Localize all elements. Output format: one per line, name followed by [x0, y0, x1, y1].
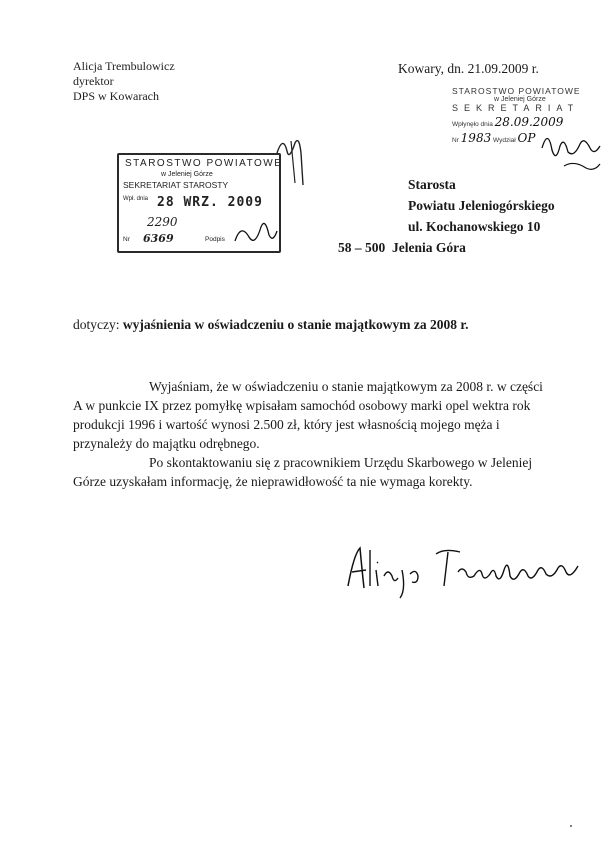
page-mark [570, 825, 572, 827]
subject-label: dotyczy: [73, 317, 120, 332]
registry-nr-value: 1983 [460, 131, 492, 145]
receipt-stamp-podpis-label: Podpis [205, 236, 225, 243]
addressee-postcode: 58 – 500 [338, 240, 386, 255]
receipt-stamp [117, 153, 281, 253]
addressee-city: Jelenia Góra [392, 240, 466, 255]
receipt-stamp-date: 28 WRZ. 2009 [157, 195, 263, 210]
receipt-stamp-dept: SEKRETARIAT STAROSTY [123, 180, 229, 190]
addressee-title: Starosta [408, 177, 456, 192]
sender-name: Alicja Trembulowicz [73, 59, 175, 73]
addressee-city-line [338, 237, 555, 258]
receipt-stamp-office: STAROSTWO POWIATOWE [125, 158, 283, 169]
letter-body [73, 377, 543, 491]
registry-dept-value: OP [517, 131, 536, 145]
registry-stamp-city: w Jeleniej Górze [494, 96, 546, 103]
receipt-stamp-nr-value: 6369 [143, 232, 174, 245]
receipt-stamp-city: w Jeleniej Górze [161, 171, 213, 178]
registry-dept-label: Wydział [493, 137, 516, 144]
registry-received-label: Wpłynęło dnia [452, 121, 493, 128]
addressee-block [338, 174, 555, 258]
receipt-stamp-signature [231, 213, 279, 249]
subject-text: wyjaśnienia w oświadczeniu o stanie majątkowym za 2008 r. [122, 317, 469, 332]
receipt-stamp-wpl-label: Wpł. dnia [123, 196, 149, 202]
addressee-street: ul. Kochanowskiego 10 [408, 219, 541, 234]
registry-stamp-dept: SEKRETARIAT [452, 103, 580, 113]
body-paragraph-2: Po skontaktowaniu się z pracownikiem Urzędu Skarbowego w Jeleniej Górze uzyskałam informację, że nieprawidłowość ta nie wymaga korekty. [73, 455, 533, 489]
sender-role: dyrektor [73, 74, 114, 88]
registry-received-value: 28.09.2009 [494, 115, 564, 129]
receipt-stamp-nr-label: Nr [123, 236, 130, 243]
body-paragraph-1: Wyjaśniam, że w oświadczeniu o stanie majątkowym za 2008 r. w części A w punkcie IX przez pomyłkę wpisałam samochód osobowy marki opel wektra rok produkcji 1996 i wartość wynosi 2.500 zł, który jest własnością mojego męża i przynależy do majątku odrębnego. [73, 379, 543, 451]
subject-line [73, 317, 469, 333]
sender-org: DPS w Kowarach [73, 89, 159, 103]
registry-nr-label: Nr [452, 137, 459, 144]
handwritten-signature [340, 540, 590, 600]
addressee-office: Powiatu Jeleniogórskiego [408, 198, 555, 213]
receipt-stamp-number: 2290 [147, 215, 178, 229]
sender-block [73, 59, 175, 104]
registry-initials-signature [534, 118, 604, 178]
registry-stamp-office: STAROSTWO POWIATOWE [452, 86, 581, 96]
place-date: Kowary, dn. 21.09.2009 r. [398, 61, 539, 76]
